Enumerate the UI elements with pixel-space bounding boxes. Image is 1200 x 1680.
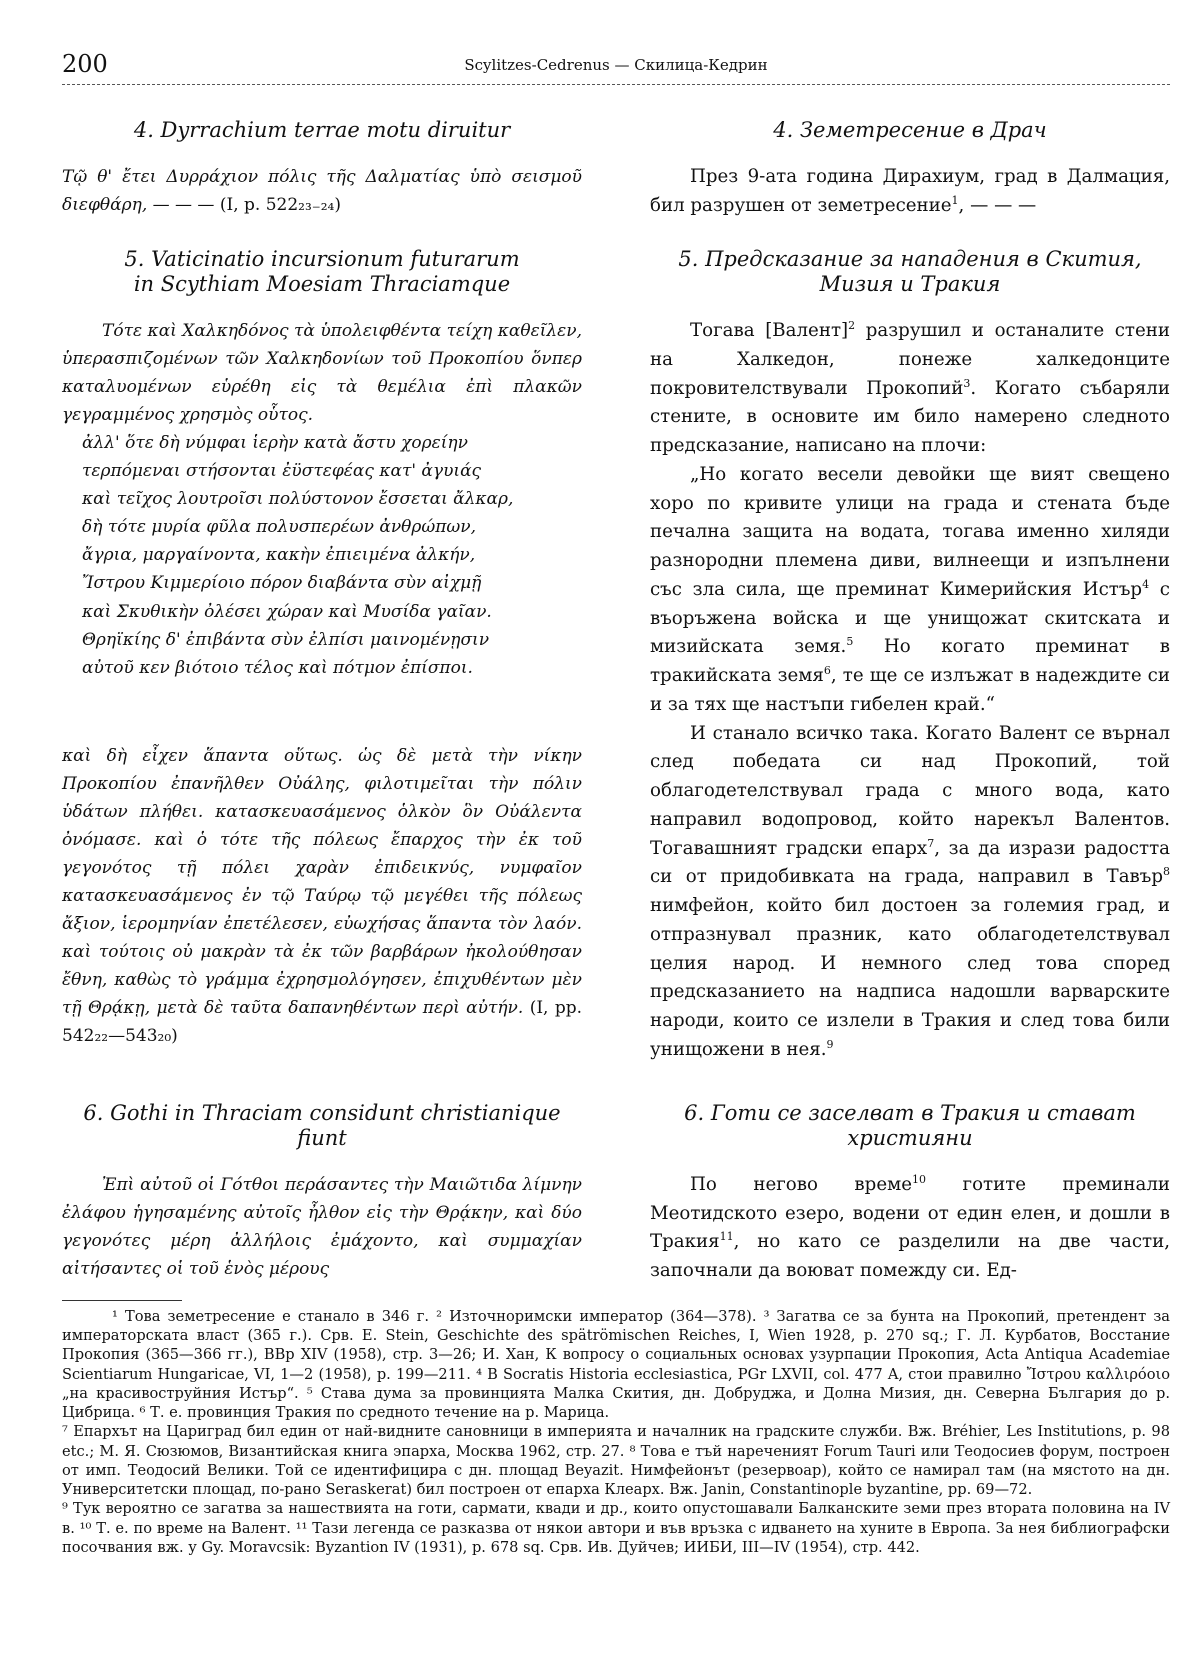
section-5-greek-continuation (62, 742, 582, 1051)
page (62, 50, 1170, 1557)
section-6-title-latin (62, 1101, 582, 1151)
section-5-title-latin (62, 247, 582, 297)
section-5-reference: (I, pp. 542₂₂—543₂₀) (62, 998, 582, 1047)
footnote-block: ⁷ Епархът на Цариград бил един от най-видните сановници в империята и началник на градските служби. Вж. Bréhier, Les Institutions, p. 98 etc.; М. Я. Сюзюмов, Византийская книга эпарха, Москва 1962, стр. 27. ⁸ Това е тъй нареченият Forum Tauri или Теодосиев форум, построен от имп. Теодосий Велики. Той се идентифицира с дн. площад Beyazit. Нимфейонът (резервоар), който се намирал там (на мястото на дн. Университетски площад, по-рано Seraskerat) бил построен от епарха Клеарх. Вж. Janin, Constantinople byzantine, pp. 69—72. (62, 1423, 1170, 1499)
footnote-ref-10: 10 (912, 1172, 926, 1186)
poem-line: καὶ Σκυθικὴν ὀλέσει χώραν καὶ Μυσίδα γαῖαν. (82, 601, 492, 622)
section-6-title-bulgarian-line2: християни (847, 1125, 973, 1150)
page-header (62, 50, 1170, 90)
section-5-title-bulgarian-line2: Мизия и Тракия (819, 271, 1001, 296)
poem-line: αὐτοῦ κεν βιότοιο τέλος καὶ πότμον ἐπίσποι. (82, 657, 473, 678)
section-4-bulgarian (650, 163, 1170, 221)
bg-text: И станало всичко така. Когато Валент се върнал след победата си над Прокопий, той облагодетелствувал града с много вода, като направил водопровод, който нарекъл Валентов. Тогавашният градски епарх (650, 722, 1170, 859)
section-6-body (62, 1171, 1170, 1286)
section-4-bg-text: През 9-ата година Дирахиум, град в Далмация, бил разрушен от земетресение (650, 166, 1170, 216)
section-5-title-latin-line2: in Scythiam Moesiam Thraciamque (133, 271, 511, 296)
section-6-headings (62, 1101, 1170, 1151)
section-5-headings (62, 247, 1170, 297)
section-4-body (62, 163, 1170, 221)
footnote-rule (62, 1300, 182, 1301)
footnote-ref-6: 6 (823, 664, 831, 677)
header-rule (62, 84, 1170, 85)
bg-text: нимфейон, който бил достоен за големия град, и отпразнувал празник, като облагодетелствувал целия народ. И немного след това според предсказанието на надписа надошли варварските народи, които се излели в Тракия и след това били унищожени в нея. (650, 895, 1170, 1060)
bg-text: „Но когато весели девойки ще вият свещено хоро по кривите улици на града и стената бъде печална защита на водата, тогава именно хиляди разнородни племена диви, вилнеещи и изпълнени със зла сила, ще преминат Кимерийския Истър (650, 463, 1170, 600)
section-6-greek: Ἐπὶ αὐτοῦ οἱ Γότθοι περάσαντες τὴν Μαιῶτιδα λίμνην ἐλάφου ἡγησαμένης αὐτοῖς ἦλθον εἰς τὴν Θρᾴκην, καὶ δύο γεγονότες μέρη ἀλλήλοις ἐμάχοντο, καὶ συμμαχίαν αἰτήσαντες οἱ τοῦ ἑνὸς μέρους (62, 1174, 582, 1280)
poem-line: τερπόμεναι στήσονται ἐϋστεφέας κατ' ἀγυιάς (82, 461, 482, 482)
footnote-ref-9: 9 (826, 1037, 834, 1051)
section-4-headings (62, 118, 1170, 143)
bg-text: с въоръжена войска и ще унищожат скитската и мизийската земя. (650, 578, 1170, 658)
footnote-block: ⁹ Тук вероятно се загатва за нашествията на готи, сармати, квади и др., които опустошавали Балканските земи през втората половина на IV в. ¹⁰ Т. е. по време на Валент. ¹¹ Тази легенда се разказва от някои автори и във връзка с идването на хуните в Европа. За нея библиографски посочвания вж. у Gy. Moravcsik: Byzantion IV (1931), p. 678 sq. Срв. Ив. Дуйчев; ИИБИ, III—IV (1954), стр. 442. (62, 1500, 1170, 1556)
poem-line: Ἴστρου Κιμμερίοιο πόρον διαβάντα σὺν αἰχμῇ (82, 573, 482, 594)
section-5-title-latin-line1: 5. Vaticinatio incursionum futurarum (124, 246, 520, 271)
bg-text: , за да изрази радостта си от придобивката на града, направил в Тавър (650, 837, 1170, 888)
poem-line: Θρηϊκίης δ' ἐπιβάντα σὺν ἐλπίσι μαινομένῃσιν (82, 629, 490, 650)
poem-line: ἀλλ' ὅτε δὴ νύμφαι ἱερὴν κατὰ ἄστυ χορείην (82, 433, 468, 454)
section-5-bulgarian (650, 317, 1170, 1065)
footnote-ref-8: 8 (1163, 865, 1170, 879)
section-6-title-bulgarian-line1: 6. Готи се заселват в Тракия и стават (684, 1100, 1136, 1125)
oracle-poem (62, 429, 582, 681)
section-6-title-latin-line1: 6. Gothi in Thraciam considunt christianique (83, 1100, 561, 1125)
bg-text: По негово време (690, 1173, 912, 1195)
section-6-bulgarian (650, 1171, 1170, 1286)
footnote-ref-7: 7 (927, 836, 935, 850)
section-5-title-bulgarian-line1: 5. Предсказание за нападения в Скития, (678, 246, 1142, 271)
section-5-bg-paragraph-3 (650, 720, 1170, 1065)
footnote-ref-11: 11 (719, 1230, 734, 1244)
section-4-bg-text-end: , — — — (958, 194, 1037, 216)
section-5-greek (62, 317, 582, 1065)
bg-text: разрушил и останалите стени на Халкедон, понеже халкедонците покровителствували Прокопий (650, 320, 1171, 399)
footnote-ref-4: 4 (1142, 577, 1150, 591)
section-5-greek-prose: Τότε καὶ Χαλκηδόνος τὰ ὑπολειφθέντα τείχη καθεῖλεν, ὑπερασπιζομένων τῶν Χαλκηδονίων τοῦ Προκοπίου ὅνπερ καταλυομένων εὑρέθη εἰς τὰ θεμέλια ἐπὶ πλακῶν γεγραμμένος χρησμὸς οὗτος. (62, 321, 582, 426)
page-number: 200 (62, 50, 108, 78)
footnote-ref-1: 1 (951, 193, 959, 207)
bg-text: , но като се разделили на две части, започнали да воюват помежду си. Ед- (650, 1231, 1170, 1282)
section-6-title-bulgarian (650, 1101, 1170, 1151)
bg-text: Тогава [Валент] (690, 320, 849, 342)
section-4-title-bulgarian: 4. Земетресение в Драч (773, 118, 1047, 142)
footnote-ref-3: 3 (963, 376, 971, 390)
section-4-reference: (I, p. 522₂₃₋₂₄) (219, 195, 342, 216)
section-6-title-latin-line2: fiunt (297, 1125, 347, 1150)
footnote-block: ¹ Това земетресение е станало в 346 г. ² Източноримски император (364—378). ³ Загатва се за бунта на Прокопий, претендент за императорската власт (365 г.). Срв. E. Stein, Geschichte des spätrömischen Reiches, I, Wien 1928, p. 270 sq.; Г. Л. Курбатов, Восстание Прокопия (365—366 гг.), ВВр XIV (1958), стр. 3—26; И. Хан, К вопросу о социальных основах узурпации Прокопия, Acta Antiqua Academiae Scientiarum Hungaricae, VI, 1—2 (1958), p. 199—211. ⁴ В Socratis Historia ecclesiastica, PGr LXVII, col. 477 A, стои правилно Ἴστρου καλλιρόοιο „на красивоструйния Истър“. ⁵ Става дума за провинцията Малка Скития, дн. Добруджа, и Долна Мизия, дн. Северна България до р. Цибрица. ⁶ Т. е. провинция Тракия по средното течение на р. Марица. (62, 1307, 1170, 1422)
poem-line: καὶ τεῖχος λουτροῖσι πολύστονον ἔσσεται ἄλκαρ, (82, 489, 514, 510)
section-5-bg-paragraph-2 (650, 461, 1170, 720)
section-4-greek-text: Τῷ θ' ἔτει Δυρράχιον πόλις τῆς Δαλματίας ὑπὸ σεισμοῦ διεφθάρη, — — — (62, 167, 582, 216)
section-4-greek (62, 163, 582, 221)
section-5-bg-paragraph-1 (650, 317, 1170, 461)
section-5-body (62, 317, 1170, 1065)
section-5-title-bulgarian (650, 247, 1170, 297)
footnote-ref-5: 5 (846, 635, 854, 649)
bg-text: готите преминали Меотидското езеро, водени от един елен, и дошли в Тракия (650, 1173, 1170, 1253)
bg-text: . Когато събаряли стените, в основите им било намерено следното предсказание, написано на плочи: (650, 377, 1170, 457)
footnotes (62, 1307, 1170, 1557)
bg-text: , те ще се излъжат в надеждите си и за тях ще настъпи гибелен край.“ (650, 665, 1170, 715)
section-5-greek-cont-text: καὶ δὴ εἶχεν ἅπαντα οὕτως. ὡς δὲ μετὰ τὴν νίκην Προκοπίου ἐπανῆλθεν Οὐάλης, φιλοτιμεῖται τὴν πόλιν ὑδάτων πλήθει. κατασκευασάμενος ὁλκὸν ὃν Οὐάλεντα ὀνόμασε. καὶ ὁ τότε τῆς πόλεως ἔπαρχος τὴν ἐκ τοῦ γεγονότος τῇ πόλει χαρὰν ἐπιδεικνύς, νυμφαῖον κατασκευασάμενος ἐν τῷ Ταύρῳ τῷ μεγέθει τῆς πόλεως ἄξιον, ἱερομηνίαν ἐπετέλεσεν, εὐωχήσας ἅπαντα τὸν λαόν. καὶ τούτοις οὐ μακρὰν τὰ ἐκ τῶν βαρβάρων ἠκολούθησαν ἔθνη, καθὼς τὸ γράμμα ἐχρησμολόγησεν, ἐπιχυθέντων μὲν τῇ Θρᾴκῃ, μετὰ δὲ ταῦτα δαπανηθέντων περὶ αὐτήν. (62, 745, 582, 1019)
bg-text: Но когато преминат в тракийската земя (650, 636, 1170, 687)
footnote-ref-2: 2 (848, 319, 856, 332)
poem-line: ἄγρια, μαργαίνοντα, κακὴν ἐπιειμένα ἀλκήν, (82, 545, 476, 566)
section-4-title-latin: 4. Dyrrachium terrae motu diruitur (133, 118, 511, 142)
running-head: Scylitzes-Cedrenus — Скилица-Кедрин (464, 56, 768, 74)
poem-line: δὴ τότε μυρία φῦλα πολυσπερέων ἀνθρώπων, (82, 517, 477, 538)
